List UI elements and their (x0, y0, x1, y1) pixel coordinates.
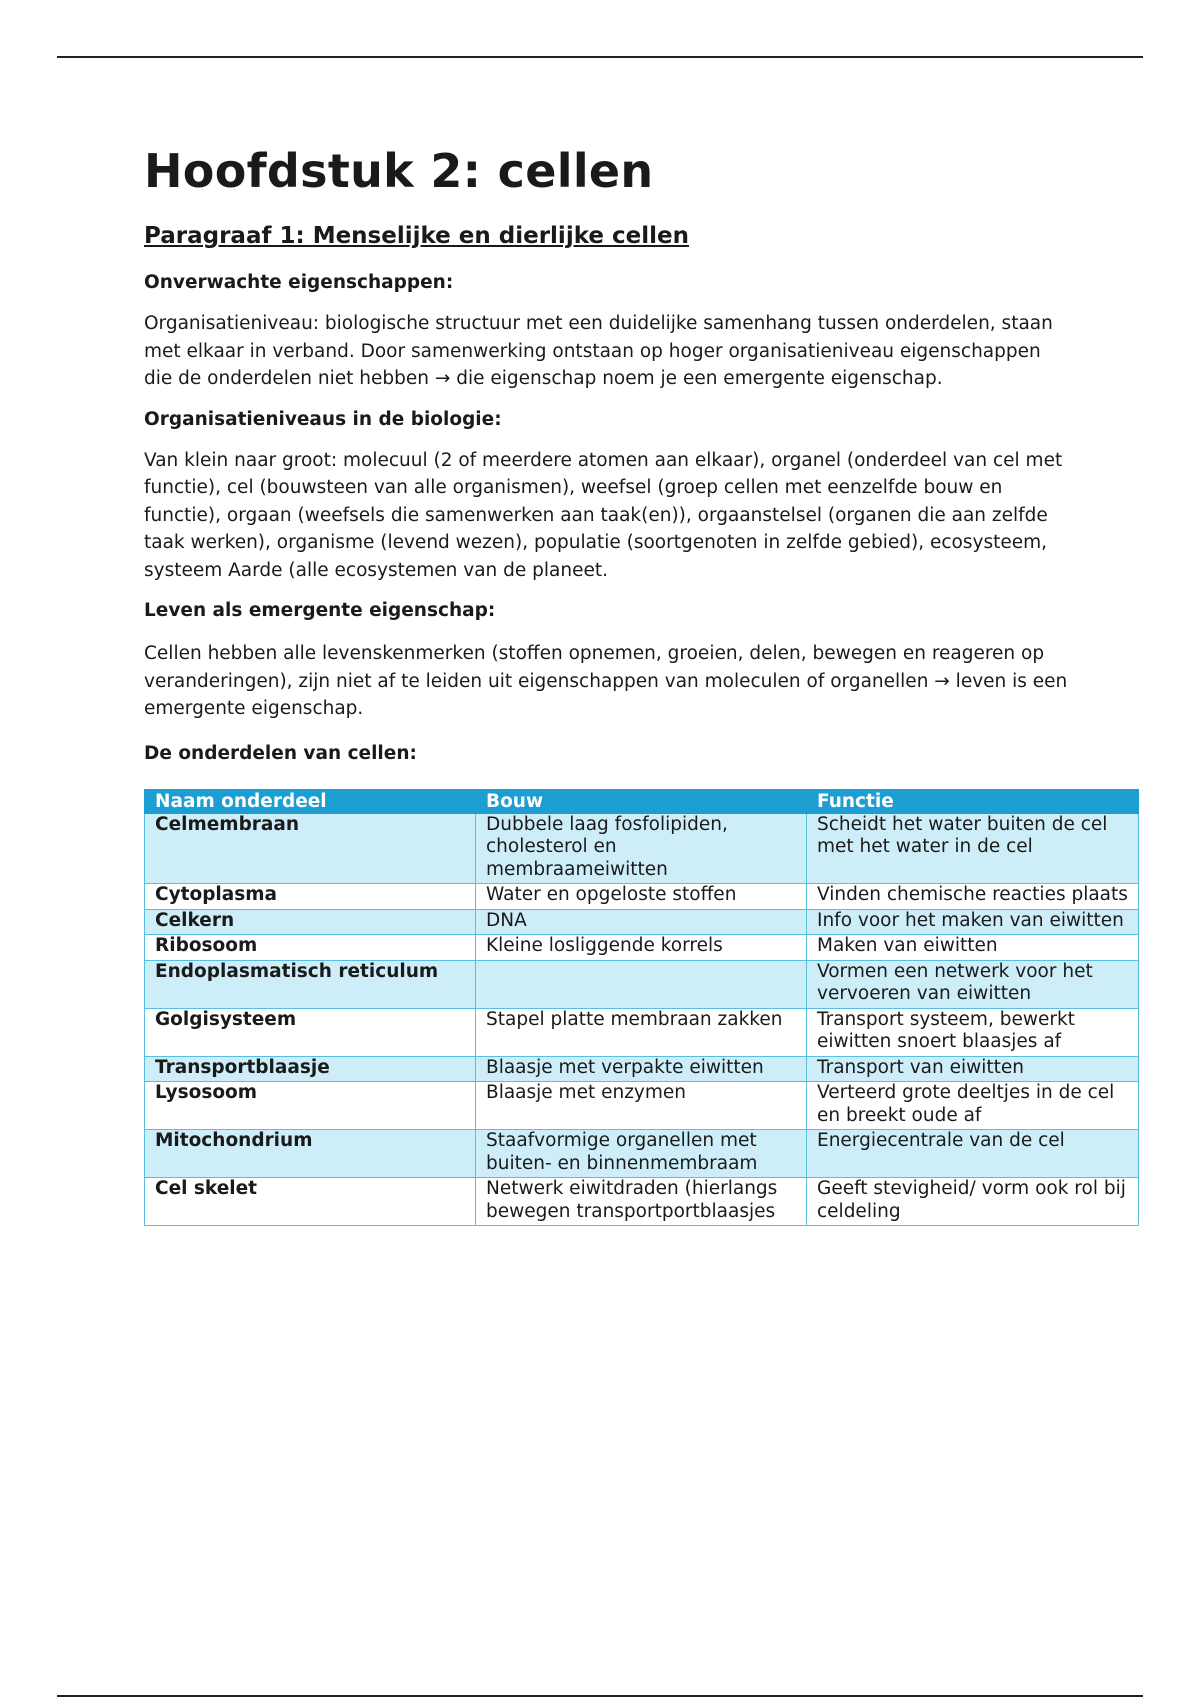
row-bouw: DNA (476, 909, 807, 935)
row-name: Lysosoom (145, 1082, 476, 1130)
row-bouw: Blaasje met enzymen (476, 1082, 807, 1130)
section-text-organisatieniveau: Organisatieniveau: biologische structuur met een duidelijke samenhang tussen onderdelen, staan met elkaar in verband. Door samenwerking ontstaan op hoger organisatieniveau eigenschappen die de onderdelen niet hebben → die eigenschap noem je een emergente eigenschap. (144, 313, 1053, 389)
row-name: Transportblaasje (145, 1056, 476, 1082)
section-heading-leven: Leven als emergente eigenschap: (144, 600, 496, 621)
table-row (145, 813, 1139, 884)
section-heading-organisatieniveaus: Organisatieniveaus in de biologie: (144, 408, 502, 430)
row-functie: Maken van eiwitten (807, 935, 1139, 961)
table-row (145, 884, 1139, 910)
column-header-naam: Naam onderdeel (145, 789, 476, 813)
table-row (145, 1130, 1139, 1178)
row-bouw: Staafvormige organellen met buiten- en binnenmembraam (476, 1130, 807, 1178)
row-bouw: Netwerk eiwitdraden (hierlangs bewegen transportportblaasjes (476, 1178, 807, 1226)
table-row (145, 909, 1139, 935)
row-functie: Transport van eiwitten (807, 1056, 1139, 1082)
row-functie: Energiecentrale van de cel (807, 1130, 1139, 1178)
row-bouw: Kleine losliggende korrels (476, 935, 807, 961)
row-name: Golgisysteem (145, 1008, 476, 1056)
section-text-leven: Cellen hebben alle levenskenmerken (stoffen opnemen, groeien, delen, bewegen en reageren op veranderingen), zijn niet af te leiden uit eigenschappen van moleculen of organellen → leven is een emergente eigenschap. (144, 643, 1068, 719)
row-bouw: Blaasje met verpakte eiwitten (476, 1056, 807, 1082)
row-bouw (476, 960, 807, 1008)
table-row (145, 1178, 1139, 1226)
row-name: Endoplasmatisch reticulum (145, 960, 476, 1008)
row-name: Celmembraan (145, 813, 476, 884)
row-name: Mitochondrium (145, 1130, 476, 1178)
footer-rule (57, 1695, 1143, 1697)
section-heading-onderdelen: De onderdelen van cellen: (144, 742, 417, 764)
section-heading-onverwachte-eigenschappen: Onverwachte eigenschappen: (144, 272, 454, 293)
table-row (145, 1082, 1139, 1130)
document-page (144, 138, 1144, 1226)
paragraph-title: Paragraaf 1: Menselijke en dierlijke cellen (144, 223, 689, 249)
row-functie: Info voor het maken van eiwitten (807, 909, 1139, 935)
row-functie: Vinden chemische reacties plaats (807, 884, 1139, 910)
column-header-bouw: Bouw (476, 789, 807, 813)
page-title: Hoofdstuk 2: cellen (144, 144, 654, 198)
table-row (145, 1008, 1139, 1056)
table-row (145, 1056, 1139, 1082)
table-header-row (145, 789, 1139, 813)
row-functie: Verteerd grote deeltjes in de cel en breekt oude af (807, 1082, 1139, 1130)
column-header-functie: Functie (807, 789, 1139, 813)
row-name: Cel skelet (145, 1178, 476, 1226)
row-name: Celkern (145, 909, 476, 935)
table-row (145, 935, 1139, 961)
row-functie: Geeft stevigheid/ vorm ook rol bij celdeling (807, 1178, 1139, 1226)
row-name: Cytoplasma (145, 884, 476, 910)
section-text-organisatieniveaus: Van klein naar groot: molecuul (2 of meerdere atomen aan elkaar), organel (onderdeel van cel met functie), cel (bouwsteen van alle organismen), weefsel (groep cellen met eenzelfde bouw en functie), orgaan (weefsels die samenwerken aan taak(en)), orgaanstelsel (organen die aan zelfde taak werken), organisme (levend wezen), populatie (soortgenoten in zelfde gebied), ecosysteem, systeem Aarde (alle ecosystemen van de planeet. (144, 449, 1063, 581)
row-bouw: Dubbele laag fosfolipiden, cholesterol en membraameiwitten (476, 813, 807, 884)
row-functie: Scheidt het water buiten de cel met het water in de cel (807, 813, 1139, 884)
row-bouw: Stapel platte membraan zakken (476, 1008, 807, 1056)
row-functie: Vormen een netwerk voor het vervoeren van eiwitten (807, 960, 1139, 1008)
header-rule (57, 56, 1143, 58)
row-functie: Transport systeem, bewerkt eiwitten snoert blaasjes af (807, 1008, 1139, 1056)
cell-parts-table (144, 789, 1139, 1227)
row-bouw: Water en opgeloste stoffen (476, 884, 807, 910)
row-name: Ribosoom (145, 935, 476, 961)
table-row (145, 960, 1139, 1008)
